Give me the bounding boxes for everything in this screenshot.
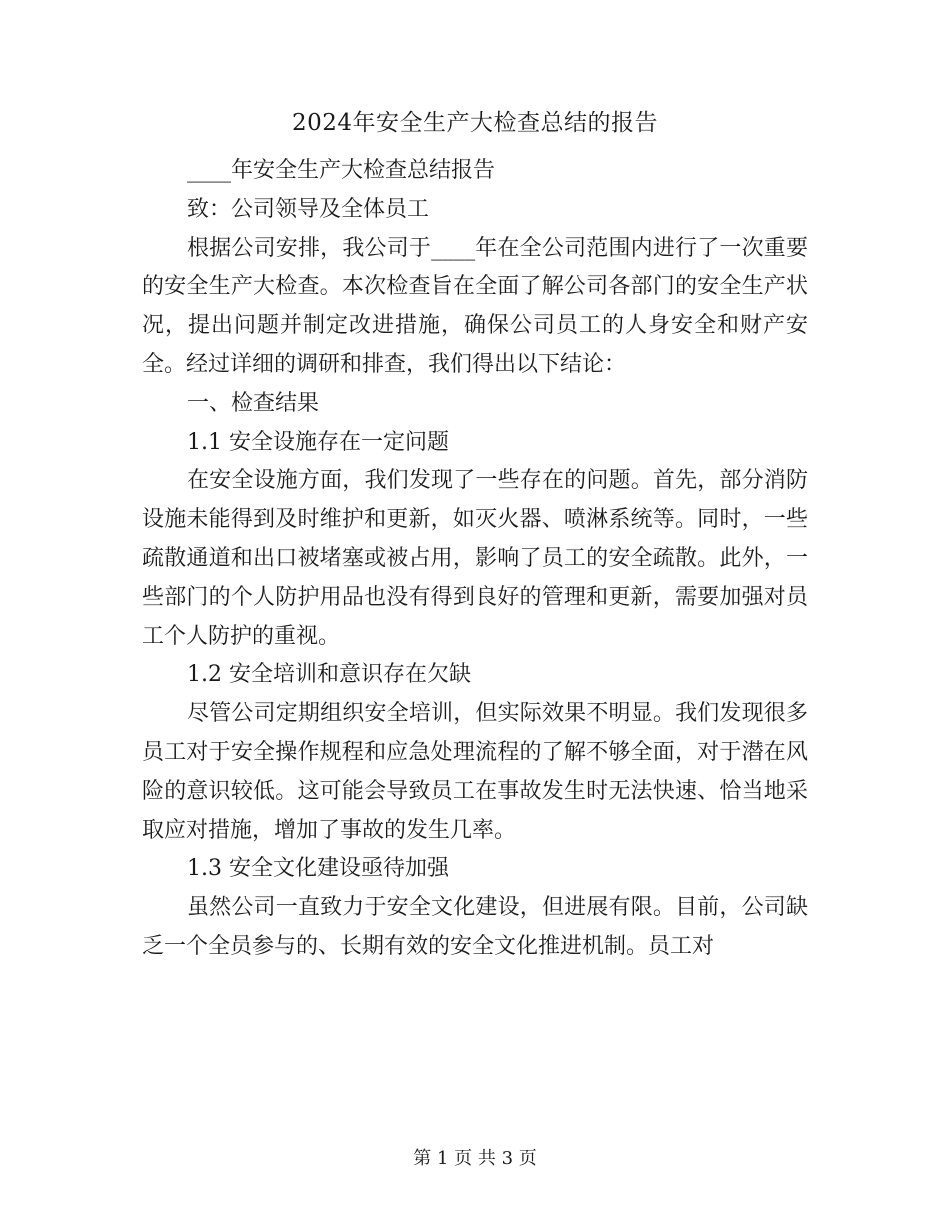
subsection-heading-1-2: 1.2 安全培训和意识存在欠缺 xyxy=(187,662,471,688)
page-footer: 第 1 页 共 3 页 xyxy=(413,1148,537,1169)
salutation: 致：公司领导及全体员工 xyxy=(187,196,430,222)
paragraph-1-3: 虽然公司一直致力于安全文化建设，但进展有限。目前，公司缺乏一个全员参与的、长期有效的安全文化推进机制。员工对 xyxy=(142,895,808,959)
paragraph-1-2: 尽管公司定期组织安全培训，但实际效果不明显。我们发现很多员工对于安全操作规程和应急处理流程的了解不够全面，对于潜在风险的意识较低。这可能会导致员工在事故发生时无法快速、恰当地采取应对措施，增加了事故的发生几率。 xyxy=(142,701,808,843)
intro-paragraph: 根据公司安排，我公司于____年在全公司范围内进行了一次重要的安全生产大检查。本次检查旨在全面了解公司各部门的安全生产状况，提出问题并制定改进措施，确保公司员工的人身安全和财产安全。经过详细的调研和排查，我们得出以下结论： xyxy=(142,235,808,377)
paragraph-1-1: 在安全设施方面，我们发现了一些存在的问题。首先，部分消防设施未能得到及时维护和更新，如灭火器、喷淋系统等。同时，一些疏散通道和出口被堵塞或被占用，影响了员工的安全疏散。此外，一些部门的个人防护用品也没有得到良好的管理和更新，需要加强对员工个人防护的重视。 xyxy=(142,468,808,649)
document-body xyxy=(142,152,808,967)
report-subtitle: ____年安全生产大检查总结报告 xyxy=(187,158,496,183)
subsection-heading-1-3: 1.3 安全文化建设亟待加强 xyxy=(187,856,449,882)
subsection-heading-1-1: 1.1 安全设施存在一定问题 xyxy=(187,429,449,455)
document-title: 2024年安全生产大检查总结的报告 xyxy=(291,110,659,136)
section-heading-results: 一、检查结果 xyxy=(187,390,320,416)
